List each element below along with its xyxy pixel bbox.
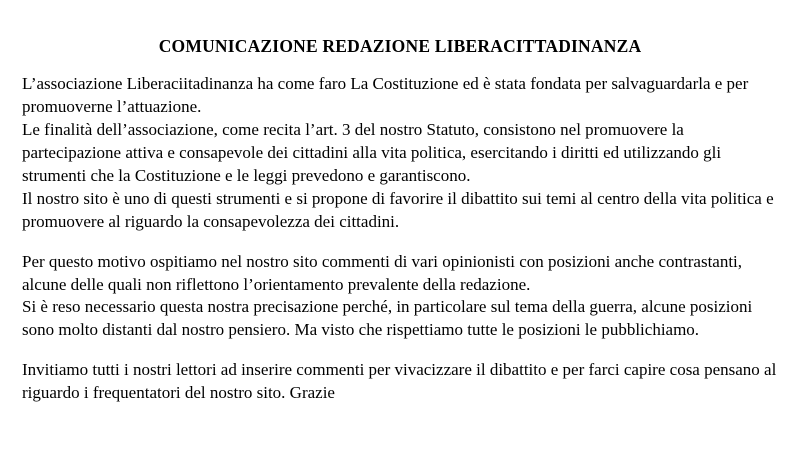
paragraph-2: Le finalità dell’associazione, come recita l’art. 3 del nostro Statuto, consistono nel promuovere la partecipazione attiva e consapevole dei cittadini alla vita politica, esercitando i diritti ed utilizzando gli strumenti che la Costituzione e le leggi prevedono e garantiscono. xyxy=(22,119,722,185)
paragraph-6: Invitiamo tutti i nostri lettori ad inserire commenti per vivacizzare il dibattito e per farci capire cosa pensano al riguardo i frequentatori del nostro sito. Grazie xyxy=(22,360,777,403)
paragraph-3: Il nostro sito è uno di questi strumenti e si propone di favorire il dibattito sui temi al centro della vita politica e promuovere al riguardo la consapevolezza dei cittadini. xyxy=(22,188,774,231)
document-body xyxy=(22,73,778,405)
paragraph-5: Si è reso necessario questa nostra precisazione perché, in particolare sul tema della guerra, alcune posizioni sono molto distanti dal nostro pensiero. Ma visto che rispettiamo tutte le posizioni le pubblichiamo. xyxy=(22,297,753,340)
page-title: COMUNICAZIONE REDAZIONE LIBERACITTADINANZA xyxy=(158,36,642,56)
paragraph-spacer-1 xyxy=(22,234,778,251)
paragraph-4: Per questo motivo ospitiamo nel nostro sito commenti di vari opinionisti con posizioni anche contrastanti, alcune delle quali non riflettono l’orientamento prevalente della redazione. xyxy=(22,251,743,294)
paragraph-1: L’associazione Liberaciitadinanza ha come faro La Costituzione ed è stata fondata per salvaguardarla e per promuoverne l’attuazione. xyxy=(22,74,749,116)
paragraph-spacer-2 xyxy=(22,342,778,359)
